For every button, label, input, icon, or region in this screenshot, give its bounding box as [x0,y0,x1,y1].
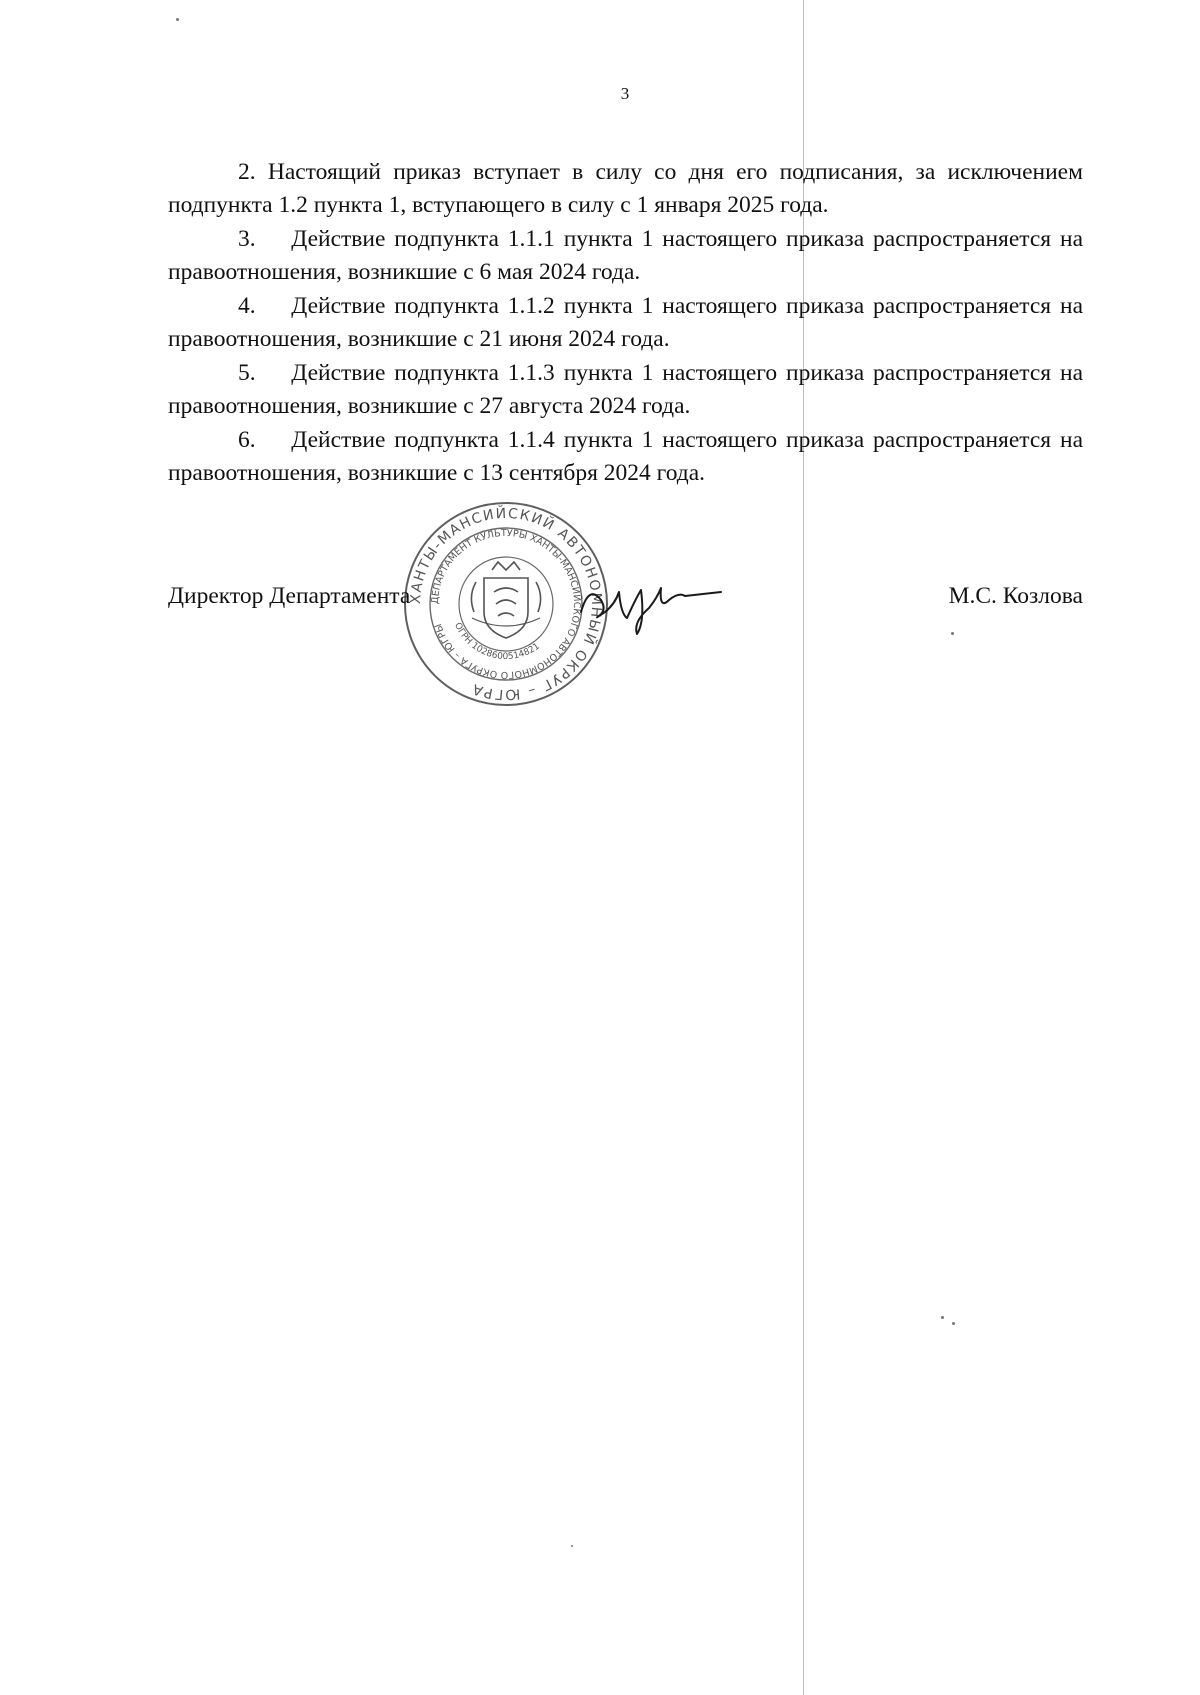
paragraph-3: 3. Действие подпункта 1.1.1 пункта 1 настоящего приказа распространяется на правоотношения, возникшие с 6 мая 2024 года. [168,226,1083,285]
signature-block [168,583,1083,623]
scan-speck [571,1545,573,1547]
seal-outer-text: ХАНТЫ-МАНСИЙСКИЙ АВТОНОМНЫЙ ОКРУГ – ЮГРА [407,505,605,703]
paragraph-4: 4. Действие подпункта 1.1.2 пункта 1 настоящего приказа распространяется на правоотношения, возникшие с 21 июня 2024 года. [168,293,1083,352]
page-number: 3 [620,84,630,103]
scan-speck [952,1322,955,1325]
signer-name: М.С. Козлова [948,583,1083,609]
signer-position: Директор Департамента [168,583,411,609]
scan-speck [951,632,954,635]
paragraph-5: 5. Действие подпункта 1.1.3 пункта 1 настоящего приказа распространяется на правоотношения, возникшие с 27 августа 2024 года. [168,360,1083,419]
paragraph-2: 2. Настоящий приказ вступает в силу со дня его подписания, за исключением подпункта 1.2 пункта 1, вступающего в силу с 1 января 2025 года. [168,159,1083,218]
scan-speck [941,1316,944,1319]
document-body [168,156,1083,491]
seal-code-text: ОГРН 1028600514821 [452,621,542,663]
scan-speck [176,18,179,21]
paragraph-6: 6. Действие подпункта 1.1.4 пункта 1 настоящего приказа распространяется на правоотношения, возникшие с 13 сентября 2024 года. [168,427,1083,486]
seal-inner-text: ДЕПАРТАМЕНТ КУЛЬТУРЫ ХАНТЫ-МАНСИЙСКОГО АВТОНОМНОГО ОКРУГА – ЮГРЫ [429,527,583,681]
